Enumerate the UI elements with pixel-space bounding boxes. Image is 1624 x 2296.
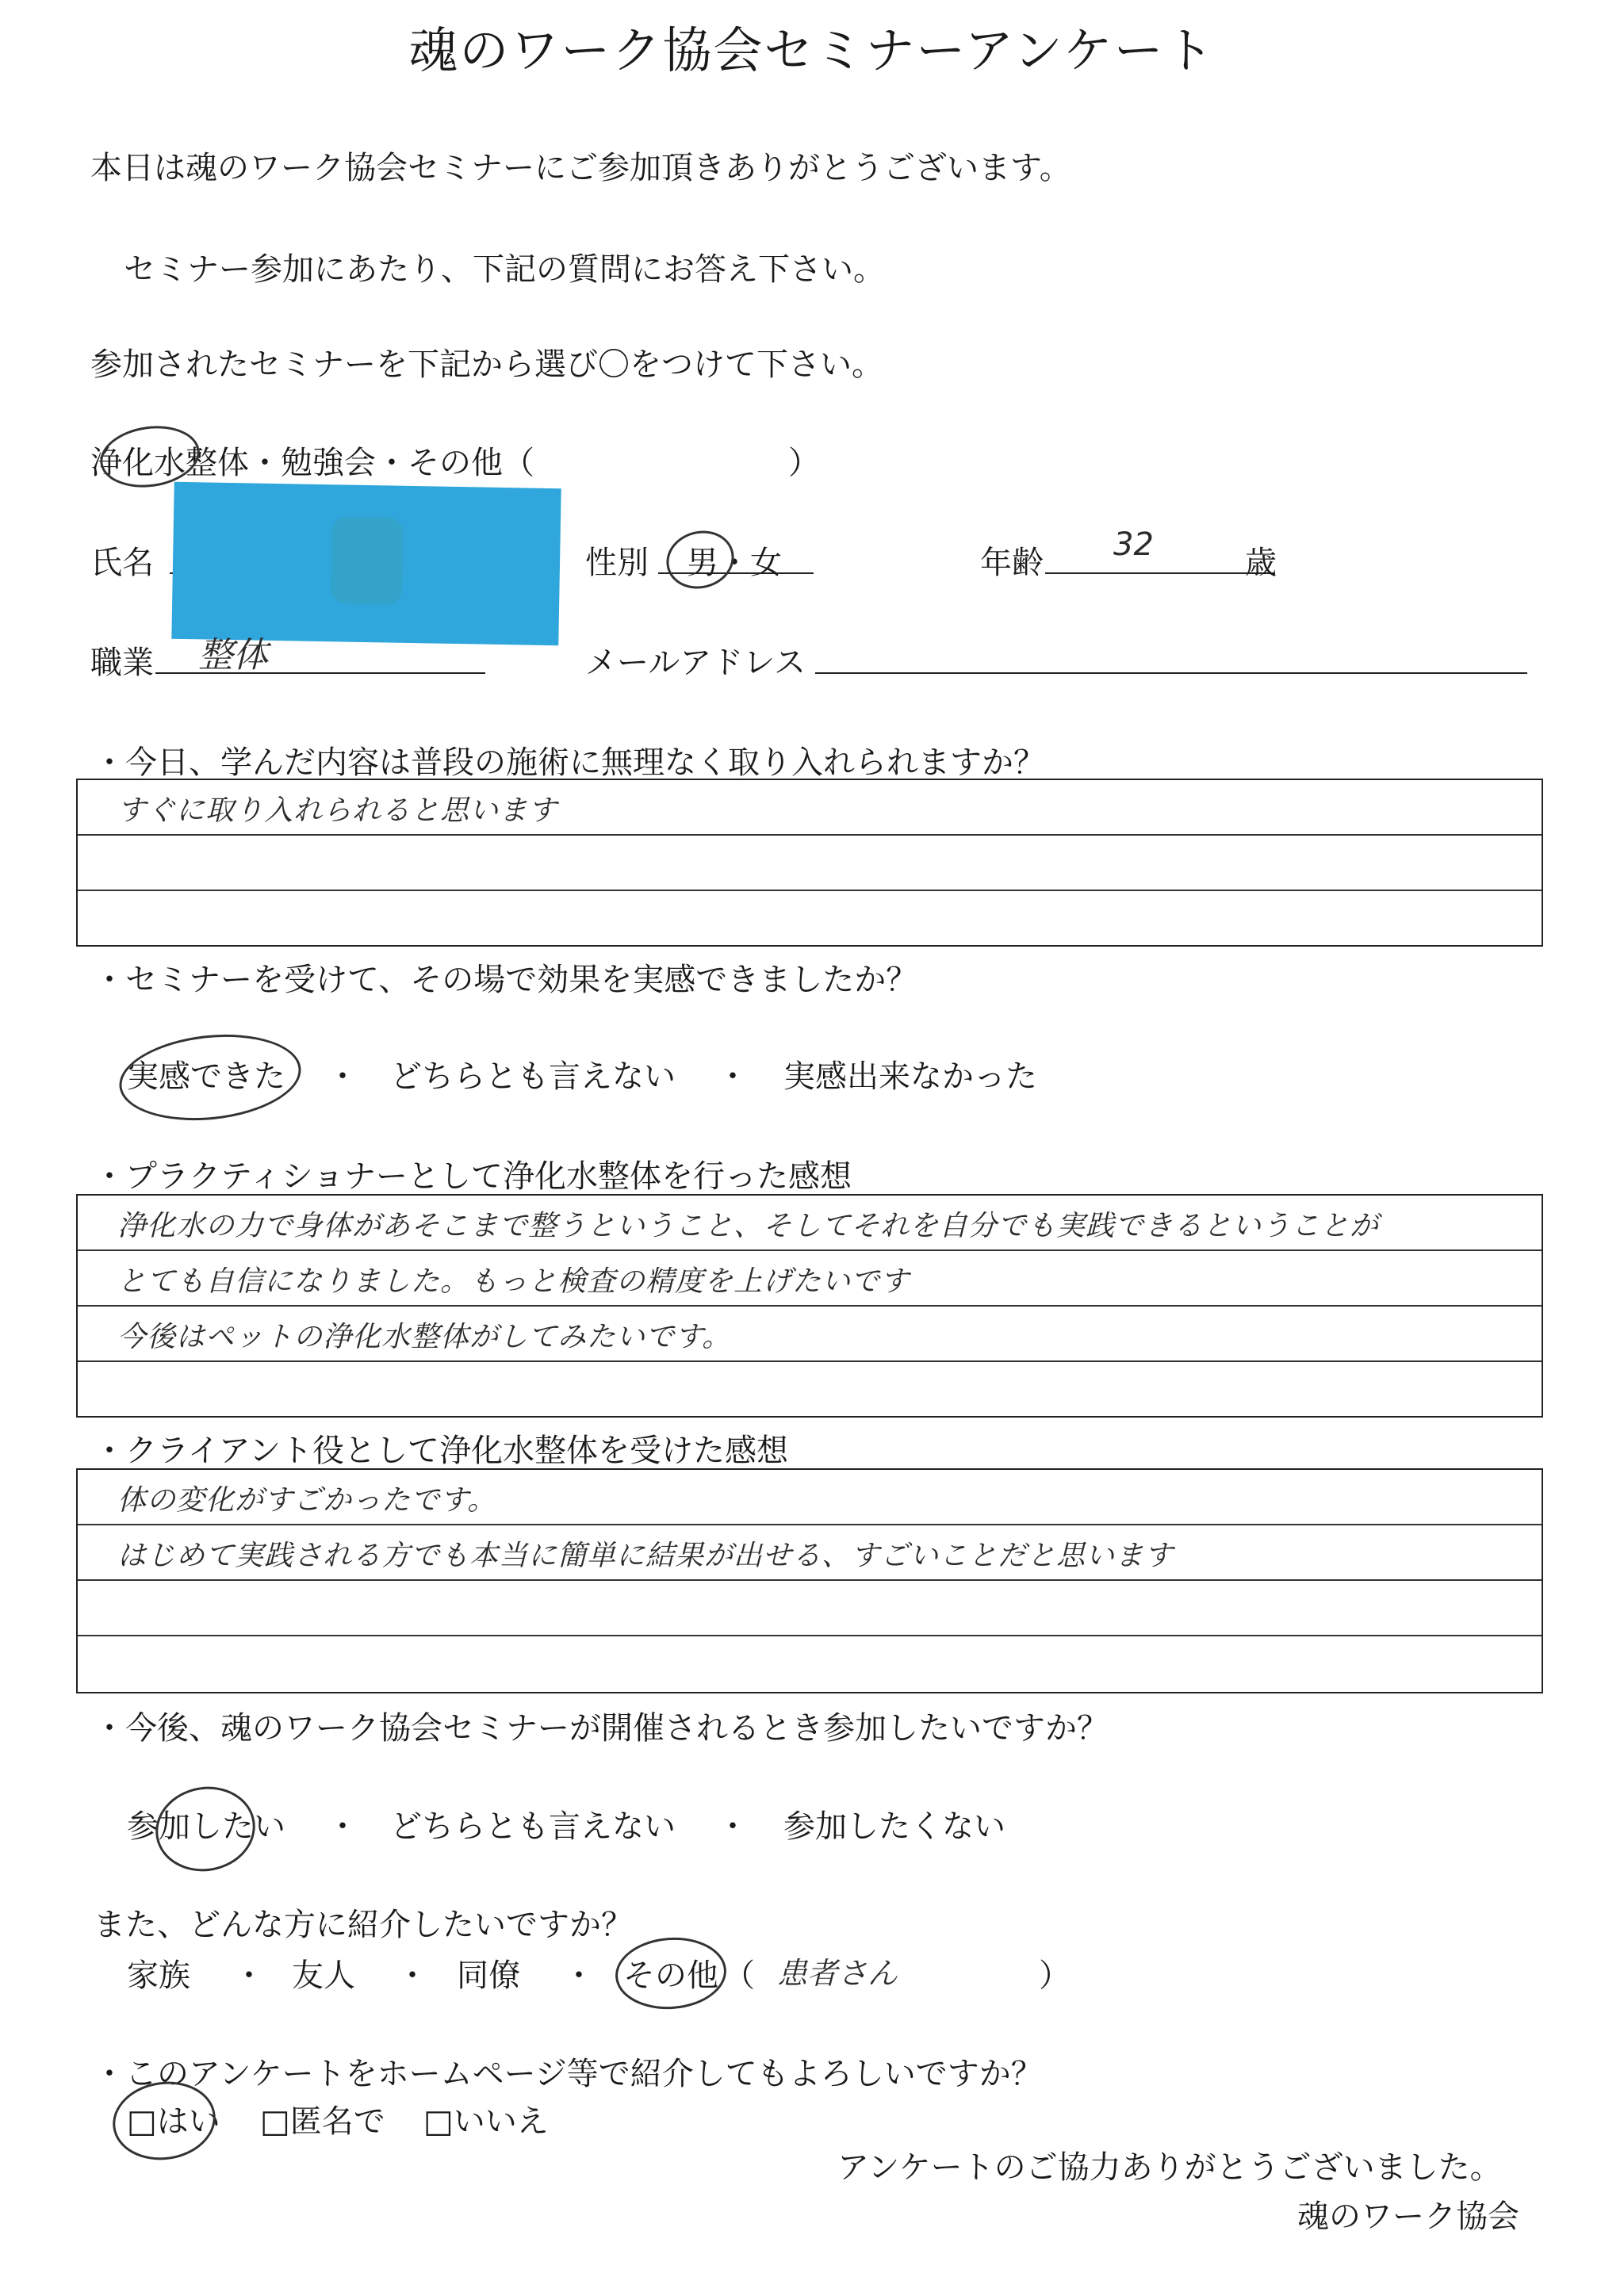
job-value: 整体 — [198, 635, 268, 675]
gender-options: 男・女 — [687, 545, 782, 581]
q6-paren-close: ） — [1039, 1957, 1071, 1994]
job-underline — [155, 672, 485, 674]
q6-paren-open: （ — [723, 1957, 755, 1994]
q2-selection-circle — [115, 1026, 305, 1128]
q4-question: ・クライアント役として浄化水整体を受けた感想 — [94, 1433, 788, 1469]
q5-option-3: 参加したくない — [783, 1808, 1005, 1845]
intro-line-3: 参加されたセミナーを下記から選び〇をつけて下さい。 — [90, 346, 883, 383]
q1-line-1: すぐに取り入れられると思います — [78, 780, 1542, 836]
age-label: 年齢 — [980, 545, 1044, 581]
age-value: 32 — [1113, 526, 1154, 563]
gender-selection-circle — [660, 523, 741, 596]
footer-org: 魂のワーク協会 — [1297, 2198, 1519, 2235]
name-label: 氏名 — [90, 545, 154, 581]
q7-option-no: □いいえ — [423, 2103, 549, 2140]
q5-separator-1: ・ — [327, 1808, 358, 1845]
age-unit: 歳 — [1245, 545, 1277, 581]
email-underline — [815, 672, 1527, 674]
q1-answer-box — [76, 779, 1543, 947]
q6-option-colleague: 同僚 — [457, 1957, 520, 1994]
q3-line-3: 今後はペットの浄化水整体がしてみたいです。 — [78, 1307, 1542, 1362]
q5-option-1: 参加したい — [127, 1808, 285, 1845]
q2-option-3: 実感出来なかった — [783, 1058, 1037, 1095]
q1-question: ・今日、学んだ内容は普段の施術に無理なく取り入れられますか？ — [94, 744, 1045, 781]
q6-other-value: 患者さん — [777, 1956, 898, 1991]
q4-line-2: はじめて実践される方でも本当に簡単に結果が出せる、すごいことだと思います — [78, 1525, 1542, 1581]
q4-line-4 — [78, 1636, 1542, 1692]
q5-selection-circle — [149, 1779, 262, 1879]
q1-line-3 — [78, 891, 1542, 947]
intro-line-2: セミナー参加にあたり、下記の質問にお答え下さい。 — [124, 251, 885, 288]
q2-question: ・セミナーを受けて、その場で効果を実感できましたか？ — [94, 962, 918, 998]
page-title: 魂のワーク協会セミナーアンケート — [408, 21, 1216, 79]
q4-answer-box — [76, 1468, 1543, 1693]
q3-question: ・プラクティショナーとして浄化水整体を行った感想 — [94, 1158, 852, 1195]
q6-selection-circle — [613, 1934, 729, 2013]
age-underline — [1045, 572, 1275, 574]
q7-option-yes: □はい — [127, 2103, 220, 2140]
q3-line-2: とても自信になりました。もっと検査の精度を上げたいです — [78, 1251, 1542, 1307]
q7-option-anonymous: □匿名で — [260, 2103, 385, 2140]
seminar-options: 浄化水整体・勉強会・その他（ ） — [90, 445, 820, 481]
gender-label: 性別 — [585, 545, 649, 581]
q2-separator-2: ・ — [717, 1058, 749, 1095]
redaction-block — [171, 482, 561, 645]
q5-question: ・今後、魂のワーク協会セミナーが開催されるとき参加したいですか？ — [94, 1710, 1109, 1747]
q4-line-1: 体の変化がすごかったです。 — [78, 1470, 1542, 1525]
q2-option-1: 実感できた — [127, 1058, 285, 1095]
q6-question: また、どんな方に紹介したいですか？ — [94, 1907, 633, 1943]
q2-option-2: どちらとも言えない — [390, 1058, 676, 1095]
q4-line-3 — [78, 1581, 1542, 1636]
q3-line-1: 浄化水の力で身体があそこまで整うということ、そしてそれを自分でも実践できるということが — [78, 1196, 1542, 1251]
q6-option-other: その他 — [623, 1957, 718, 1994]
q3-line-4 — [78, 1362, 1542, 1418]
q3-answer-box — [76, 1194, 1543, 1418]
email-label: メールアドレス — [585, 645, 806, 681]
q6-separator-2: ・ — [396, 1957, 428, 1994]
footer-thanks: アンケートのご協力ありがとうございました。 — [837, 2149, 1502, 2186]
q1-line-2 — [78, 836, 1542, 891]
q6-option-family: 家族 — [127, 1957, 190, 1994]
q6-option-friend: 友人 — [292, 1957, 355, 1994]
job-label: 職業 — [90, 645, 154, 681]
q6-separator-3: ・ — [563, 1957, 595, 1994]
q2-separator-1: ・ — [327, 1058, 358, 1095]
q7-question: ・このアンケートをホームページ等で紹介してもよろしいですか？ — [94, 2056, 1043, 2092]
q6-separator-1: ・ — [233, 1957, 265, 1994]
intro-line-1: 本日は魂のワーク協会セミナーにご参加頂きありがとうございます。 — [90, 150, 1071, 186]
q5-option-2: どちらとも言えない — [390, 1808, 676, 1845]
q5-separator-2: ・ — [717, 1808, 749, 1845]
